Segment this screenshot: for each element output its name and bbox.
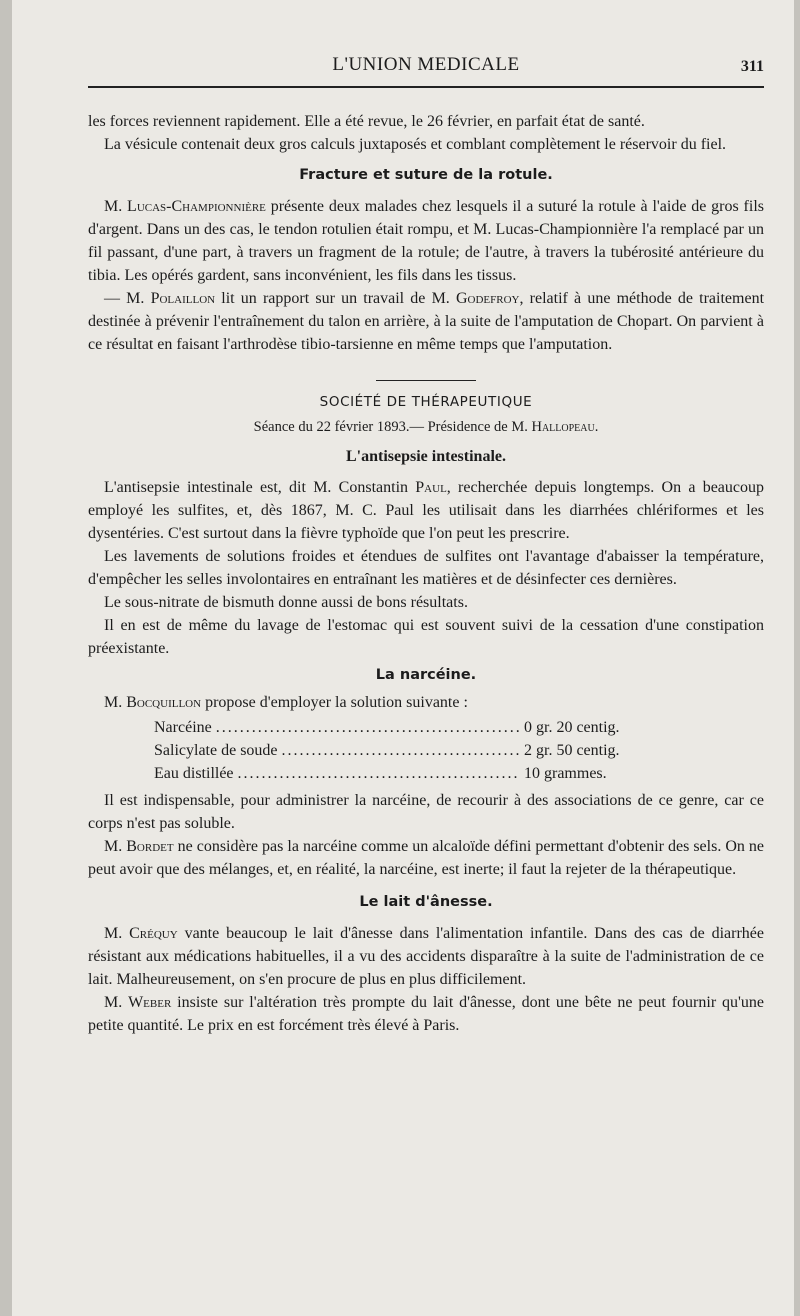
paragraph-text: — M. <box>104 290 151 307</box>
paragraph <box>88 922 764 991</box>
paragraph-text: M. <box>104 925 130 942</box>
author-name: Paul <box>415 479 447 496</box>
seance-text: Séance du 22 février 1893.— Présidence de M. <box>253 419 532 435</box>
section-heading-rotule: Fracture et suture de la rotule. <box>299 167 553 183</box>
paragraph: La vésicule contenait deux gros calculs juxtaposés et comblant complètement le réservoir du fiel. <box>104 136 727 153</box>
ingredient-dose: 10 grammes. <box>524 765 607 782</box>
ingredient-name: Eau distillée <box>154 765 234 782</box>
paragraph <box>88 287 764 356</box>
paragraph: Le sous-nitrate de bismuth donne aussi de bons résultats. <box>104 594 468 611</box>
section-heading-lait: Le lait d'ânesse. <box>359 894 493 910</box>
author-name: M. Lucas-Championnière <box>104 198 266 215</box>
seance-text: . <box>594 419 599 435</box>
ingredient-dose: 0 gr. 20 centig. <box>524 719 620 736</box>
article-body <box>88 110 764 1037</box>
recipe-table <box>154 716 644 785</box>
paragraph-text: M. <box>104 994 129 1011</box>
ingredient-name: Salicylate de soude <box>154 742 278 759</box>
leader-dots <box>282 739 520 762</box>
paragraph <box>88 476 764 545</box>
recipe-row <box>154 762 644 785</box>
recipe-row <box>154 739 644 762</box>
president-name: Hallopeau <box>531 419 595 435</box>
paragraph: les forces reviennent rapidement. Elle a été revue, le 26 février, en parfait état de santé. <box>88 113 645 130</box>
section-separator <box>376 380 476 381</box>
society-title: SOCIÉTÉ DE THÉRAPEUTIQUE <box>319 394 533 410</box>
author-name: Créquy <box>129 925 178 942</box>
author-name: Godefroy <box>455 290 520 307</box>
paragraph-text: M. <box>104 838 127 855</box>
ingredient-dose: 2 gr. 50 centig. <box>524 742 620 759</box>
author-name: Weber <box>128 994 172 1011</box>
author-name: Bordet <box>126 838 174 855</box>
paragraph-text: propose d'employer la solution suivante : <box>201 694 468 711</box>
recipe-row <box>154 716 644 739</box>
author-name: Bocquillon <box>126 694 202 711</box>
paragraph-text: , recherchée depuis longtemps. On a beaucoup employé les sulfites, et, dès 1867, M. C. Paul les utilisait dans les diarrhées chlériformes et les dysentéries. C'est surtout dans la fièvre typhoïde que l'on peut les prescrire. <box>88 479 765 542</box>
section-heading-narceine: La narcéine. <box>375 667 477 683</box>
page-right-edge <box>794 0 800 1316</box>
page-number: 311 <box>740 58 764 75</box>
section-heading-antisepsie: L'antisepsie intestinale. <box>345 448 506 465</box>
paragraph-text: vante beaucoup le lait d'ânesse dans l'alimentation infantile. Dans des cas de diarrhée résistant aux médications habituelles, il a vu des accidents disparaître à la suite de l'administration de ce lait. Malheureusement, on s'en procure de plus en plus difficilement. <box>88 925 764 988</box>
page-left-edge <box>0 0 12 1316</box>
paragraph <box>88 691 764 714</box>
paragraph-text: lit un rapport sur un travail de M. <box>215 290 456 307</box>
ingredient-name: Narcéine <box>154 719 212 736</box>
header-rule <box>88 86 764 88</box>
running-header <box>88 52 764 82</box>
paragraph-text: L'antisepsie intestinale est, dit M. Constantin <box>104 479 416 496</box>
paragraph-text: M. <box>104 694 127 711</box>
paragraph-text: présente deux malades chez lesquels il a suturé la rotule à l'aide de gros fils d'argent. Dans un des cas, le tendon rotulien était rompu, et M. Lucas-Championnière l'a remplacé par un fil passant, d'une part, à travers un fragment de la rotule; de l'autre, à travers la tubérosité antérieure du tibia. Les opérés gardent, sans inconvénient, les fils dans les tissus. <box>88 198 765 284</box>
leader-dots <box>238 762 520 785</box>
paragraph-text: , relatif à une méthode de traitement destinée à prévenir l'entraînement du talon en arrière, à la suite de l'amputation de Chopart. On parvient à ce résultat en faisant l'arthrodèse tibio-tarsienne en même temps que l'amputation. <box>88 290 765 353</box>
paragraph: Les lavements de solutions froides et étendues de sulfites ont l'avantage d'abaisser la température, d'empêcher les selles involontaires en entraînant les matières et de désinfecter ces dernières. <box>88 548 764 588</box>
paragraph-text: insiste sur l'altération très prompte du lait d'ânesse, dont une bête ne peut fournir qu'une petite quantité. Le prix en est forcément très élevé à Paris. <box>88 994 764 1034</box>
seance-line <box>88 416 764 439</box>
paragraph <box>88 195 764 287</box>
paragraph: Il est indispensable, pour administrer la narcéine, de recourir à des associations de ce genre, car ce corps n'est pas soluble. <box>88 792 764 832</box>
leader-dots <box>216 716 520 739</box>
paragraph <box>88 835 764 881</box>
journal-title: L'UNION MEDICALE <box>332 54 520 75</box>
author-name: Polaillon <box>150 290 216 307</box>
paragraph-text: ne considère pas la narcéine comme un alcaloïde défini permettant d'obtenir des sels. On ne peut avoir que des mélanges, et, en réalité, la narcéine, est inerte; il faut la rejeter de la thérapeutique. <box>88 838 765 878</box>
paragraph <box>88 991 764 1037</box>
paragraph: Il en est de même du lavage de l'estomac qui est souvent suivi de la cessation d'une constipation préexistante. <box>88 617 764 657</box>
